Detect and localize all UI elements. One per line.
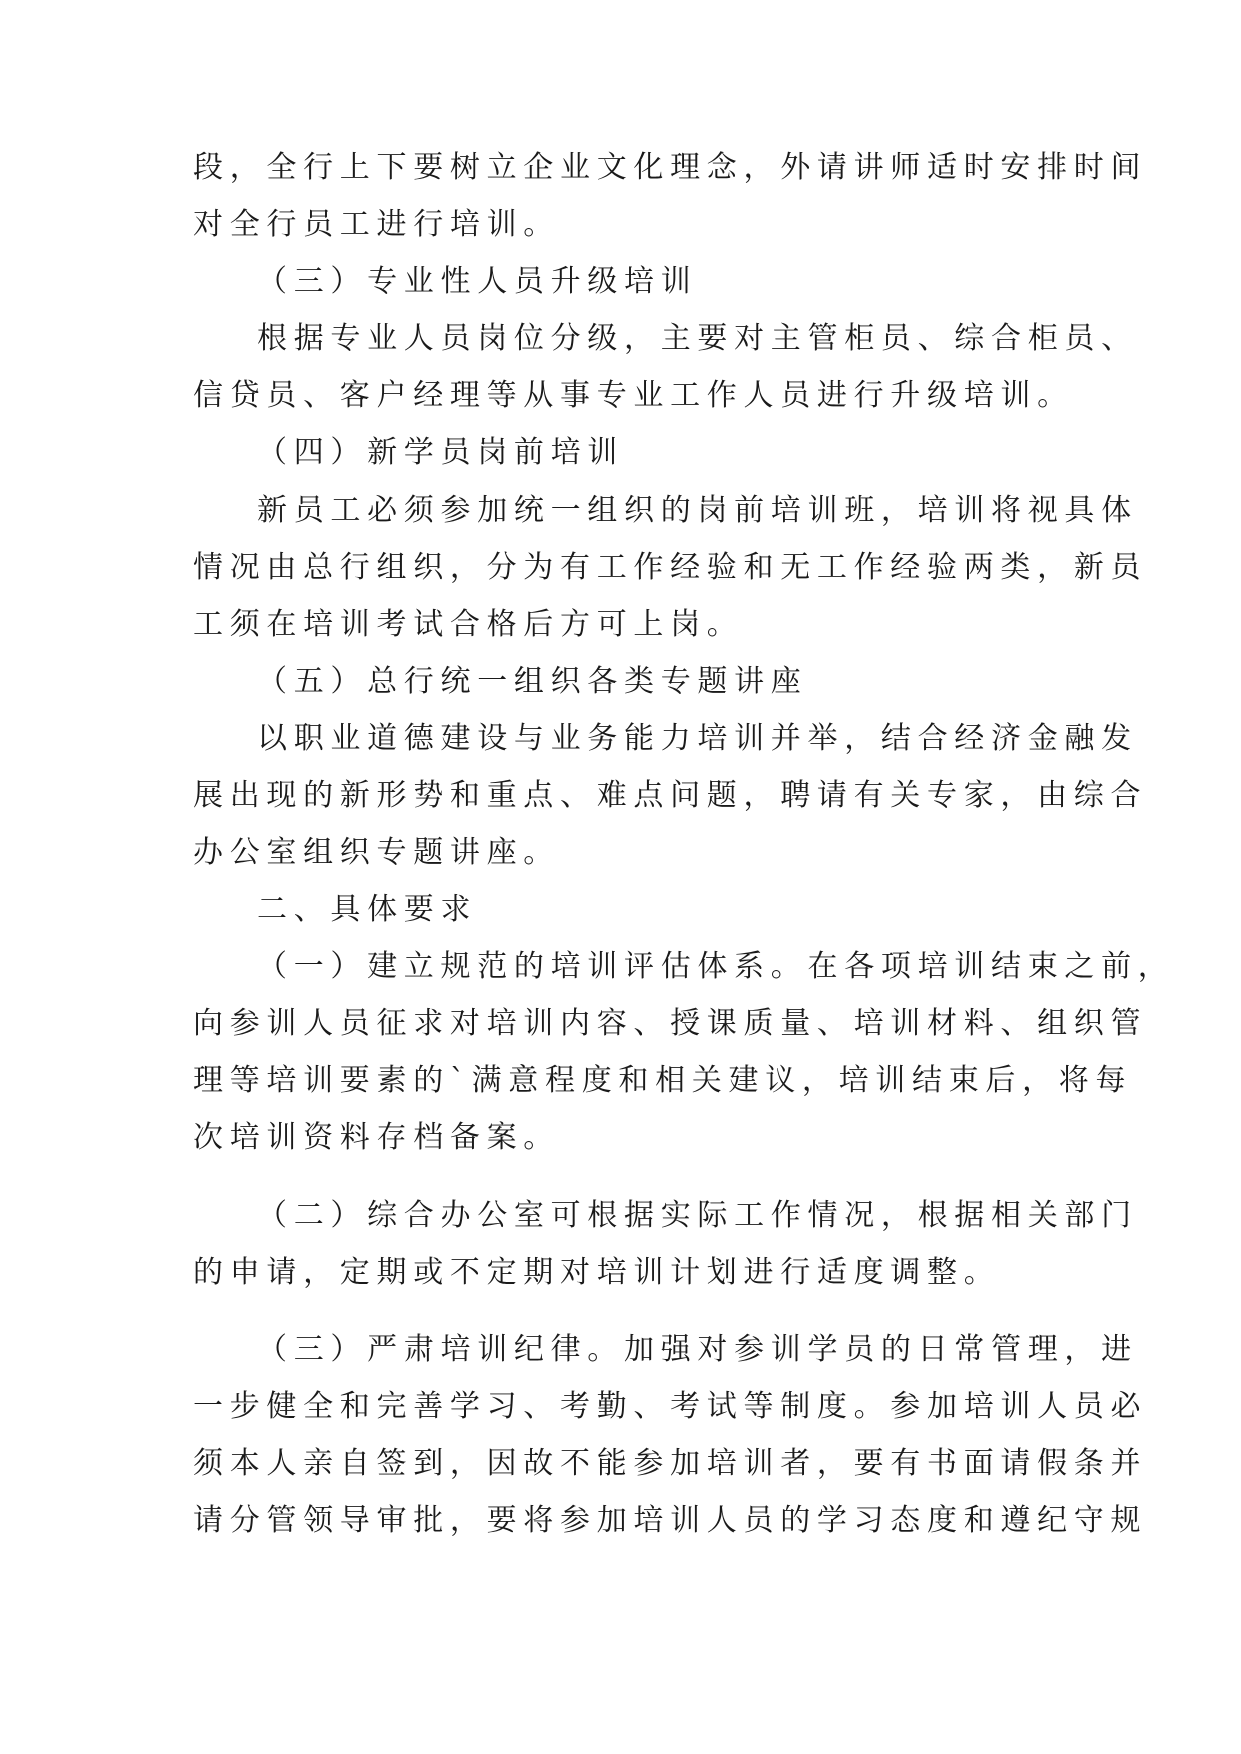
text-line: （二）综合办公室可根据实际工作情况，根据相关部门 xyxy=(257,1198,1138,1233)
text-line: 展出现的新形势和重点、难点问题，聘请有关专家，由综合 xyxy=(193,778,1148,813)
text-line: 向参训人员征求对培训内容、授课质量、培训材料、组织管 xyxy=(193,1006,1148,1041)
section-heading: （四）新学员岗前培训 xyxy=(257,435,624,470)
text-line: 办公室组织专题讲座。 xyxy=(193,835,560,870)
text-line: 信贷员、客户经理等从事专业工作人员进行升级培训。 xyxy=(193,378,1074,413)
section-heading: （三）专业性人员升级培训 xyxy=(257,264,698,299)
text-line: 对全行员工进行培训。 xyxy=(193,207,560,242)
text-line: 新员工必须参加统一组织的岗前培训班，培训将视具体 xyxy=(257,493,1138,528)
text-line: 理等培训要素的`满意程度和相关建议，培训结束后，将每 xyxy=(193,1063,1133,1098)
section-heading: 二、具体要求 xyxy=(257,892,478,927)
text-line: 段，全行上下要树立企业文化理念，外请讲师适时安排时间 xyxy=(193,150,1148,185)
section-heading: （五）总行统一组织各类专题讲座 xyxy=(257,664,808,699)
text-line: （三）严肃培训纪律。加强对参训学员的日常管理，进 xyxy=(257,1332,1138,1367)
text-line: 以职业道德建设与业务能力培训并举，结合经济金融发 xyxy=(257,721,1138,756)
text-line: 情况由总行组织，分为有工作经验和无工作经验两类，新员 xyxy=(193,550,1148,585)
text-line: 请分管领导审批，要将参加培训人员的学习态度和遵纪守规 xyxy=(193,1503,1148,1538)
text-line: 次培训资料存档备案。 xyxy=(193,1120,560,1155)
text-line: 工须在培训考试合格后方可上岗。 xyxy=(193,607,744,642)
text-line: （一）建立规范的培训评估体系。在各项培训结束之前， xyxy=(257,949,1175,984)
text-line: 根据专业人员岗位分级，主要对主管柜员、综合柜员、 xyxy=(257,321,1138,356)
text-line: 的申请，定期或不定期对培训计划进行适度调整。 xyxy=(193,1255,1001,1290)
text-line: 须本人亲自签到，因故不能参加培训者，要有书面请假条并 xyxy=(193,1446,1148,1481)
text-line: 一步健全和完善学习、考勤、考试等制度。参加培训人员必 xyxy=(193,1389,1148,1424)
